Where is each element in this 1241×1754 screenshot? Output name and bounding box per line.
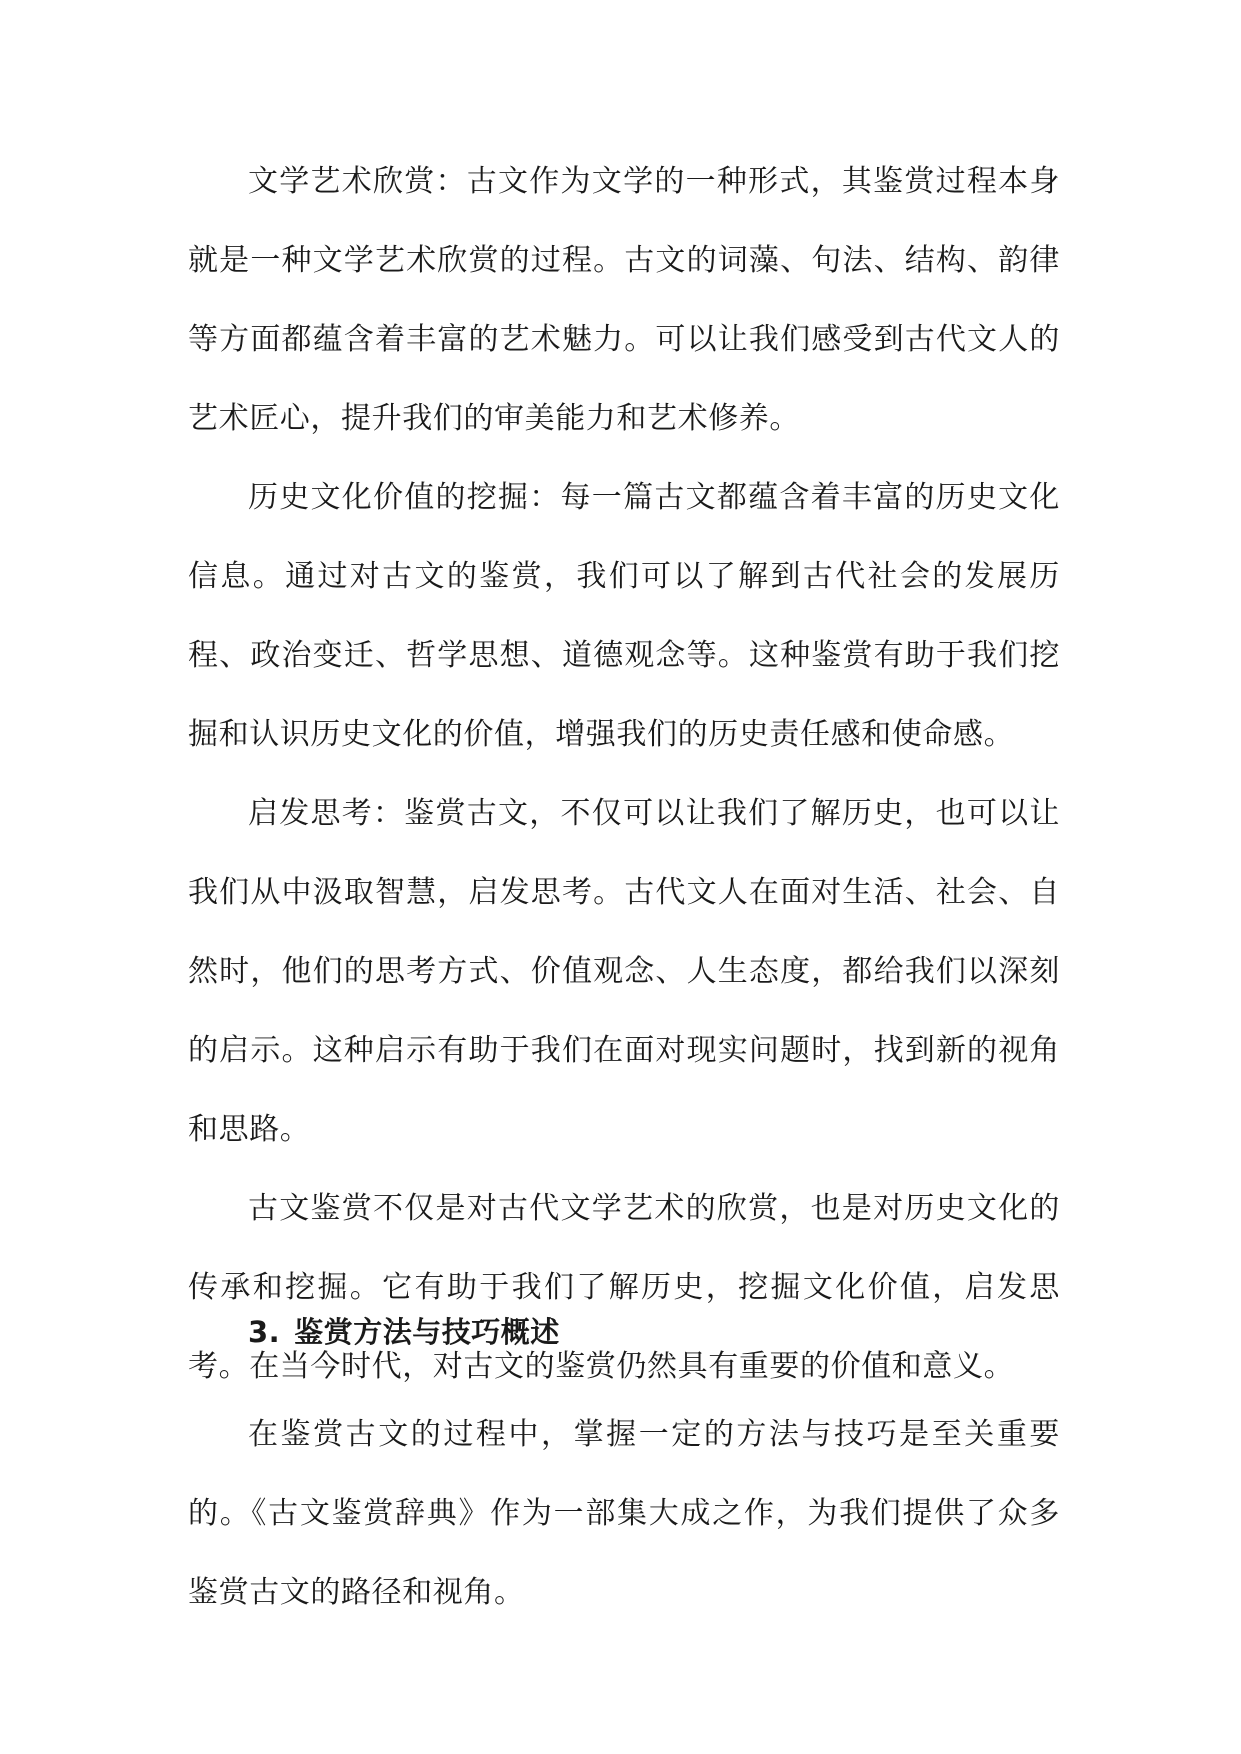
- body-text-block: [188, 142, 1060, 1406]
- section-title: 鉴赏方法与技巧概述: [294, 1315, 560, 1349]
- section-number: 3.: [248, 1315, 281, 1349]
- section-body-text-block: [188, 1395, 1060, 1632]
- paragraph-literary-appreciation: 文学艺术欣赏：古文作为文学的一种形式，其鉴赏过程本身就是一种文学艺术欣赏的过程。古文的词藻、句法、结构、韵律等方面都蕴含着丰富的艺术魅力。可以让我们感受到古代文人的艺术匠心，提升我们的审美能力和艺术修养。: [188, 164, 1060, 436]
- section-heading: [248, 1312, 560, 1352]
- paragraph-inspiring-thought: 启发思考：鉴赏古文，不仅可以让我们了解历史，也可以让我们从中汲取智慧，启发思考。古代文人在面对生活、社会、自然时，他们的思考方式、价值观念、人生态度，都给我们以深刻的启示。这种启示有助于我们在面对现实问题时，找到新的视角和思路。: [188, 796, 1060, 1147]
- paragraph-summary: 古文鉴赏不仅是对古代文学艺术的欣赏，也是对历史文化的传承和挖掘。它有助于我们了解历史，挖掘文化价值，启发思考。在当今时代，对古文的鉴赏仍然具有重要的价值和意义。: [188, 1191, 1060, 1384]
- paragraph-historical-value: 历史文化价值的挖掘：每一篇古文都蕴含着丰富的历史文化信息。通过对古文的鉴赏，我们可以了解到古代社会的发展历程、政治变迁、哲学思想、道德观念等。这种鉴赏有助于我们挖掘和认识历史文化的价值，增强我们的历史责任感和使命感。: [188, 480, 1060, 752]
- paragraph-methods-intro: 在鉴赏古文的过程中，掌握一定的方法与技巧是至关重要的。《古文鉴赏辞典》作为一部集大成之作，为我们提供了众多鉴赏古文的路径和视角。: [188, 1417, 1060, 1610]
